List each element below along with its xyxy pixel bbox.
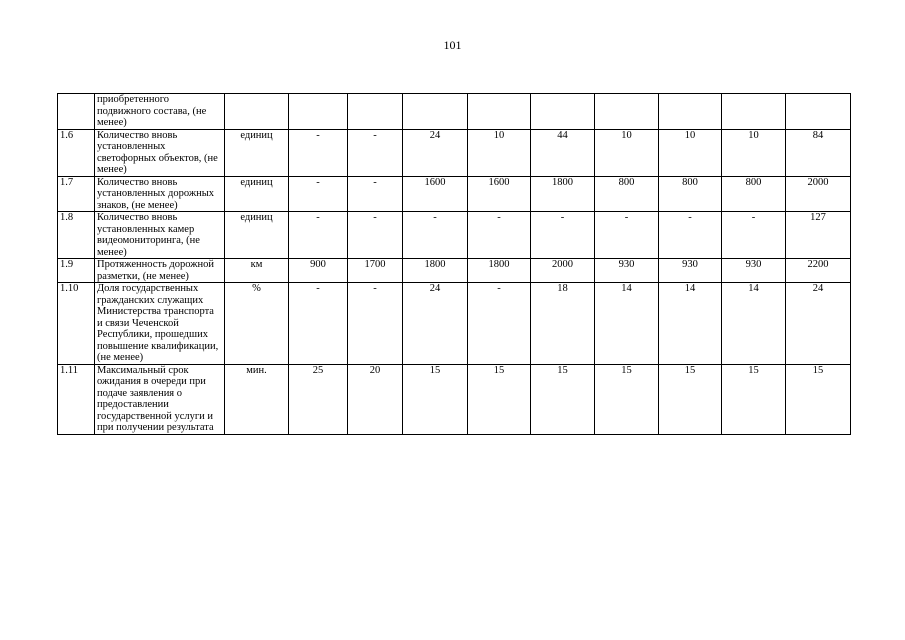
value-cell: 14 (722, 283, 786, 365)
value-cell: 10 (468, 129, 531, 176)
value-cell: 2000 (531, 259, 595, 283)
unit-cell: единиц (225, 176, 289, 212)
value-cell: 18 (531, 283, 595, 365)
value-cell: 24 (786, 283, 851, 365)
table-row (58, 176, 851, 212)
value-cell: 24 (403, 129, 468, 176)
value-cell: 15 (403, 364, 468, 434)
value-cell: - (348, 212, 403, 259)
value-cell (659, 94, 722, 130)
value-cell (722, 94, 786, 130)
value-cell: - (468, 212, 531, 259)
unit-cell (225, 94, 289, 130)
row-number: 1.7 (58, 176, 95, 212)
value-cell: - (348, 129, 403, 176)
value-cell: 84 (786, 129, 851, 176)
value-cell: 44 (531, 129, 595, 176)
indicator-name: Максимальный срок ожидания в очереди при подаче заявления о предоставлении государственной услуги и при получении результата (95, 364, 225, 434)
value-cell: 15 (722, 364, 786, 434)
value-cell (468, 94, 531, 130)
value-cell: 15 (786, 364, 851, 434)
value-cell: 20 (348, 364, 403, 434)
value-cell: 10 (595, 129, 659, 176)
value-cell: 10 (659, 129, 722, 176)
value-cell: 25 (289, 364, 348, 434)
row-number: 1.11 (58, 364, 95, 434)
value-cell (786, 94, 851, 130)
value-cell: 1800 (403, 259, 468, 283)
value-cell: 15 (659, 364, 722, 434)
indicator-name: Протяженность дорожной разметки, (не менее) (95, 259, 225, 283)
value-cell: 930 (595, 259, 659, 283)
row-number: 1.9 (58, 259, 95, 283)
value-cell: 930 (722, 259, 786, 283)
indicator-name: Доля государственных гражданских служащих Министерства транспорта и связи Чеченской Республики, прошедших повышение квалификации, (не менее) (95, 283, 225, 365)
table-row (58, 364, 851, 434)
indicator-name: приобретенного подвижного состава, (не менее) (95, 94, 225, 130)
unit-cell: км (225, 259, 289, 283)
value-cell (531, 94, 595, 130)
unit-cell: % (225, 283, 289, 365)
table-body (58, 94, 851, 435)
indicator-name: Количество вновь установленных светофорных объектов, (не менее) (95, 129, 225, 176)
value-cell: 1700 (348, 259, 403, 283)
value-cell (289, 94, 348, 130)
table-row (58, 259, 851, 283)
value-cell: 127 (786, 212, 851, 259)
value-cell: 800 (722, 176, 786, 212)
value-cell: 930 (659, 259, 722, 283)
value-cell: - (289, 176, 348, 212)
row-number: 1.6 (58, 129, 95, 176)
value-cell: - (289, 212, 348, 259)
unit-cell: единиц (225, 212, 289, 259)
row-number: 1.8 (58, 212, 95, 259)
value-cell: 15 (595, 364, 659, 434)
table-row (58, 283, 851, 365)
value-cell (348, 94, 403, 130)
table-row (58, 129, 851, 176)
value-cell: - (348, 283, 403, 365)
value-cell: 14 (595, 283, 659, 365)
page-number: 101 (443, 38, 462, 52)
unit-cell: мин. (225, 364, 289, 434)
value-cell: 10 (722, 129, 786, 176)
value-cell: - (722, 212, 786, 259)
row-number (58, 94, 95, 130)
value-cell: - (659, 212, 722, 259)
indicators-table (57, 93, 851, 435)
value-cell: 2000 (786, 176, 851, 212)
value-cell: 1600 (403, 176, 468, 212)
indicator-name: Количество вновь установленных камер видеомониторинга, (не менее) (95, 212, 225, 259)
value-cell: 900 (289, 259, 348, 283)
value-cell: - (531, 212, 595, 259)
value-cell: - (348, 176, 403, 212)
indicator-name: Количество вновь установленных дорожных знаков, (не менее) (95, 176, 225, 212)
value-cell: 800 (659, 176, 722, 212)
unit-cell: единиц (225, 129, 289, 176)
value-cell: 15 (468, 364, 531, 434)
value-cell: 24 (403, 283, 468, 365)
value-cell: - (289, 129, 348, 176)
value-cell: 2200 (786, 259, 851, 283)
value-cell (403, 94, 468, 130)
table-row (58, 94, 851, 130)
row-number: 1.10 (58, 283, 95, 365)
value-cell: 800 (595, 176, 659, 212)
value-cell: 14 (659, 283, 722, 365)
value-cell: 1800 (468, 259, 531, 283)
value-cell: 1600 (468, 176, 531, 212)
value-cell: - (403, 212, 468, 259)
value-cell: 15 (531, 364, 595, 434)
value-cell: 1800 (531, 176, 595, 212)
value-cell: - (468, 283, 531, 365)
value-cell: - (289, 283, 348, 365)
value-cell: - (595, 212, 659, 259)
table-row (58, 212, 851, 259)
value-cell (595, 94, 659, 130)
